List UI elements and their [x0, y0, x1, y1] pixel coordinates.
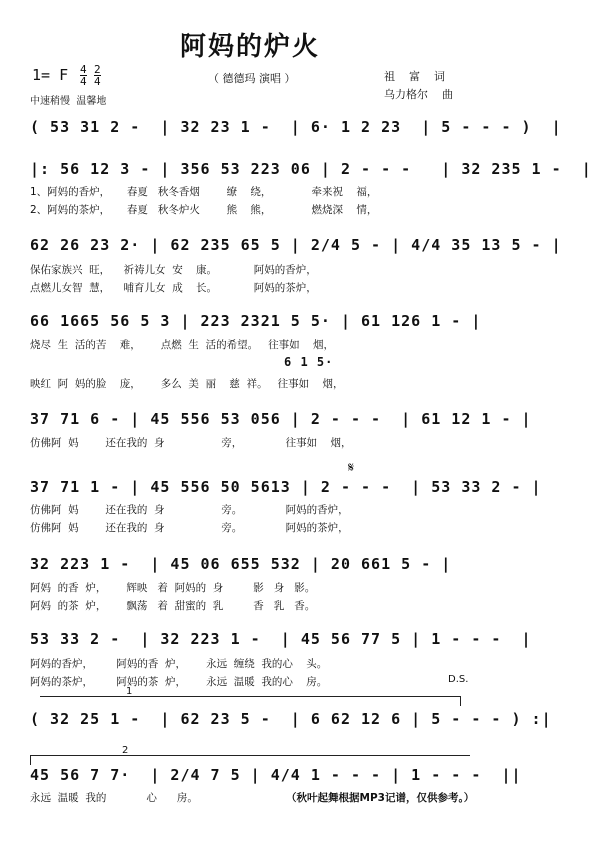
- time-sig-top: 4: [80, 63, 87, 76]
- volta-2-label: 2: [122, 745, 129, 756]
- volta-1-label: 1: [126, 686, 133, 697]
- key-signature: 1= F: [32, 66, 69, 84]
- volta-1-end: [460, 696, 461, 706]
- footnote: （秋叶起舞根据MP3记谱，仅供参考。）: [286, 792, 475, 804]
- time-sig-top: 2: [94, 63, 101, 76]
- volta-2-start: [30, 755, 31, 765]
- notation-line-3: 62 26 23 2· | 62 235 65 5 | 2/4 5 - | 4/4 35 13 5 - |: [30, 236, 562, 254]
- segno-mark: 𝄋: [348, 460, 355, 476]
- time-sig-bottom: 4: [80, 75, 87, 88]
- lyrics-line-6b: 仿佛阿 妈 还在我的 身 旁。 阿妈的茶炉，: [30, 522, 349, 534]
- composer-credit: 乌力格尔 曲: [384, 88, 453, 101]
- lyrics-line-10: 永远 温暖 我的 心 房。: [30, 792, 198, 804]
- lyrics-line-6a: 仿佛阿 妈 还在我的 身 旁。 阿妈的香炉，: [30, 504, 349, 516]
- notation-line-9: ( 32 25 1 - | 62 23 5 - | 6 62 12 6 | 5 - - - ) :|: [30, 710, 552, 728]
- lyrics-line-3a: 保佑家族兴 旺， 祈祷儿女 安 康。 阿妈的香炉，: [30, 264, 317, 276]
- time-signature-2-4: [94, 64, 101, 87]
- tempo-marking: 中速稍慢 温馨地: [30, 96, 107, 107]
- notation-line-2: |: 56 12 3 - | 356 53 223 06 | 2 - - - | 32 235 1 - |: [30, 160, 592, 178]
- notation-line-10: 45 56 7 7· | 2/4 7 5 | 4/4 1 - - - | 1 - - - ||: [30, 766, 522, 784]
- lyrics-line-5: 仿佛阿 妈 还在我的 身 旁， 往事如 烟，: [30, 437, 352, 449]
- notation-line-1: ( 53 31 2 - | 32 23 1 - | 6· 1 2 23 | 5 - - - ) |: [30, 118, 562, 136]
- song-title: 阿妈的炉火: [179, 32, 320, 62]
- notation-line-5: 37 71 6 - | 45 556 53 056 | 2 - - - | 61 12 1 - |: [30, 410, 532, 428]
- notation-line-6: 37 71 1 - | 45 556 50 5613 | 2 - - - | 53 33 2 - |: [30, 478, 542, 496]
- lyrics-line-3b: 点燃儿女智 慧， 哺育儿女 成 长。 阿妈的茶炉，: [30, 282, 317, 294]
- notation-alt-ending: 6 1 5·: [284, 355, 334, 369]
- time-signature-4-4: [80, 64, 87, 87]
- lyrics-line-2b: 2、阿妈的茶炉， 春夏 秋冬炉火 熊 熊， 燃烧深 情，: [30, 204, 378, 216]
- time-sig-bottom: 4: [94, 75, 101, 88]
- notation-line-4: 66 1665 56 5 3 | 223 2321 5 5· | 61 126 1 - |: [30, 312, 482, 330]
- singer-credit: （ 德德玛 演唱 ）: [208, 72, 296, 85]
- volta-1-bracket: [40, 696, 460, 697]
- ds-mark: D.S.: [448, 674, 469, 685]
- lyrics-line-7a: 阿妈 的香 炉， 辉映 着 阿妈的 身 影 身 影。: [30, 582, 316, 594]
- volta-2-bracket: [30, 755, 470, 756]
- lyrics-line-7b: 阿妈 的茶 炉， 飘荡 着 甜蜜的 乳 香 乳 香。: [30, 600, 316, 612]
- lyrics-line-4: 烧尽 生 活的苦 难， 点燃 生 活的希望。 往事如 烟，: [30, 339, 334, 351]
- notation-line-7: 32 223 1 - | 45 06 655 532 | 20 661 5 - |: [30, 555, 452, 573]
- notation-line-8: 53 33 2 - | 32 223 1 - | 45 56 77 5 | 1 - - - |: [30, 630, 532, 648]
- lyrics-line-2a: 1、阿妈的香炉， 春夏 秋冬香烟 缭 绕， 牵来祝 福，: [30, 186, 378, 198]
- lyrics-line-4b: 映红 阿 妈的脸 庞， 多么 美 丽 慈 祥。 往事如 烟，: [30, 378, 344, 390]
- lyricist-credit: 祖 富 词: [384, 70, 445, 83]
- lyrics-line-8a: 阿妈的香炉， 阿妈的香 炉， 永远 缠绕 我的心 头。: [30, 658, 328, 670]
- lyrics-line-8b: 阿妈的茶炉， 阿妈的茶 炉， 永远 温暖 我的心 房。: [30, 676, 328, 688]
